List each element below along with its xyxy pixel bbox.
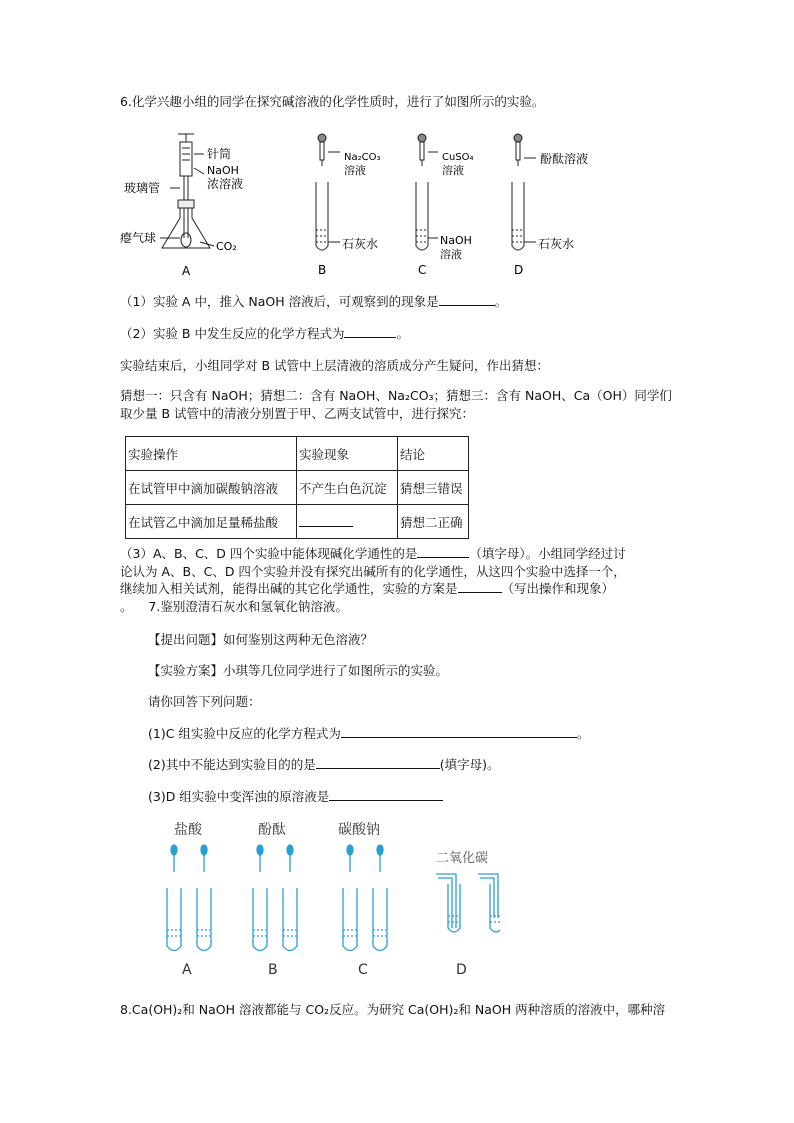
q6-part3-text: （写出操作和现象） [501, 581, 615, 596]
table-cell: 实验操作 [126, 437, 297, 471]
tube-set-a [167, 845, 211, 951]
label-conc: 浓溶液 [207, 177, 244, 191]
answer-blank[interactable] [316, 756, 440, 769]
table-cell: 在试管乙中滴加足量稀盐酸 [126, 505, 297, 539]
q6-part3-text: 继续加入相关试剂，能得出碱的其它化学通性，实验的方案是 [120, 581, 458, 596]
q7-title: 7.鉴别澄清石灰水和氢氧化钠溶液。 [148, 599, 348, 614]
answer-blank[interactable] [341, 725, 577, 738]
q7-sub2-end: (填字母)。 [439, 757, 500, 772]
q6-part3-line1 [120, 545, 626, 563]
q6-title: 6.化学兴趣小组的同学在探究碱溶液的化学性质时，进行了如图所示的实验。 [120, 94, 545, 109]
label-d-reagent: 酚酞溶液 [540, 152, 589, 166]
answer-blank[interactable] [439, 293, 495, 306]
label-d-tube: 石灰水 [538, 237, 575, 251]
table-row [126, 471, 469, 505]
q6-procedure: 取少量 B 试管中的清液分别置于甲、乙两支试管中，进行探究： [120, 406, 475, 421]
q6-part3-line2: 论认为 A、B、C、D 四个实验并没有探究出碱所有的化学通性，从这四个实验中选择一个， [120, 564, 626, 579]
q6-part3-line3 [120, 580, 614, 598]
label-b-reagent1: Na₂CO₃ [344, 152, 381, 163]
label-group-c: C [358, 962, 368, 978]
table-cell: 在试管甲中滴加碳酸钠溶液 [126, 471, 297, 505]
tube-b [316, 134, 340, 250]
q6-part2 [120, 325, 409, 343]
q7-plan: 【实验方案】小琪等几位同学进行了如图所示的实验。 [148, 663, 449, 678]
label-glass-tube: 玻璃管 [124, 181, 161, 195]
tube-d [512, 134, 536, 250]
label-c: C [418, 263, 427, 277]
apparatus-a [160, 134, 214, 248]
label-phenolphthalein: 酚酞 [258, 822, 286, 838]
q7-ask: 【提出问题】如何鉴别这两种无色溶液？ [148, 632, 374, 647]
label-c-reagent2: 溶液 [442, 164, 464, 177]
table-cell: 不产生白色沉淀 [297, 471, 398, 505]
q6-part2-text: （2）实验 B 中发生反应的化学方程式为 [120, 326, 345, 341]
label-b-reagent2: 溶液 [344, 164, 366, 177]
q7-figure [160, 818, 500, 978]
q7-intro: 请你回答下列问题： [148, 694, 261, 709]
q8-text: 8.Ca(OH)₂和 NaOH 溶液都能与 CO₂反应。为研究 Ca(OH)₂和 NaOH 两种溶质的溶液中，哪种溶 [120, 1002, 666, 1017]
q7-title-line [120, 598, 348, 616]
q7-sub2-text: (2)其中不能达到实验目的的是 [148, 757, 316, 772]
label-c-tube1: NaOH [440, 234, 472, 247]
label-b-tube: 石灰水 [342, 237, 379, 251]
tube-c [416, 134, 438, 250]
q6-part3-text: （填字母）。小组同学经过讨 [469, 546, 626, 561]
answer-blank[interactable] [417, 545, 469, 558]
q6-paragraph: 实验结束后，小组同学对 B 试管中上层清液的溶质成分产生疑问，作出猜想： [120, 358, 550, 373]
q6-part1-end: 。 [494, 294, 508, 309]
table-cell: 猜想三错误 [398, 471, 469, 505]
q7-sub1-end: 。 [576, 726, 590, 741]
answer-blank[interactable] [344, 325, 396, 338]
answer-blank[interactable] [299, 514, 353, 527]
q7-sub1-text: (1)C 组实验中反应的化学方程式为 [148, 726, 341, 741]
label-a: A [182, 264, 191, 278]
q7-sub2 [148, 756, 499, 774]
q6-part3-end: 。 [120, 599, 133, 614]
q6-hypotheses: 猜想一：只含有 NaOH；猜想二：含有 NaOH、Na₂CO₃；猜想三：含有 NaOH、Ca（OH）同学们 [120, 388, 672, 403]
label-group-a: A [182, 962, 192, 978]
tube-set-d [436, 874, 500, 932]
label-co2-gas: 二氧化碳 [436, 851, 489, 866]
q6-part3-text: （3）A、B、C、D 四个实验中能体现碱化学通性的是 [120, 546, 418, 561]
label-hcl: 盐酸 [174, 822, 202, 838]
q6-part1 [120, 293, 507, 311]
q7-sub1 [148, 725, 589, 743]
label-group-d: D [456, 962, 467, 978]
tube-set-b [253, 845, 297, 951]
label-na2co3: 碳酸钠 [338, 822, 380, 838]
q7-sub3 [148, 788, 443, 806]
q6-part2-end: 。 [396, 326, 409, 341]
table-cell: 猜想二正确 [398, 505, 469, 539]
table-cell: 结论 [398, 437, 469, 471]
table-row [126, 505, 469, 539]
experiment-table [125, 436, 469, 539]
label-balloon: 瘪气球 [120, 231, 157, 245]
label-needle: 针筒 [207, 147, 232, 161]
label-b: B [318, 263, 327, 277]
q6-figure [110, 130, 610, 280]
table-cell: 实验现象 [297, 437, 398, 471]
label-c-tube2: 溶液 [440, 248, 462, 261]
answer-blank[interactable] [458, 580, 502, 593]
label-co2: CO₂ [216, 240, 237, 253]
label-naoh: NaOH [207, 164, 239, 177]
q6-part1-text: （1）实验 A 中，推入 NaOH 溶液后，可观察到的现象是 [120, 294, 439, 309]
label-group-b: B [268, 962, 278, 978]
table-cell-blank [297, 505, 398, 539]
label-d: D [514, 263, 524, 277]
answer-blank[interactable] [329, 788, 443, 801]
q7-sub3-text: (3)D 组实验中变浑浊的原溶液是 [148, 789, 330, 804]
tube-set-c [343, 845, 387, 951]
label-c-reagent1: CuSO₄ [442, 152, 474, 163]
table-header-row [126, 437, 469, 471]
